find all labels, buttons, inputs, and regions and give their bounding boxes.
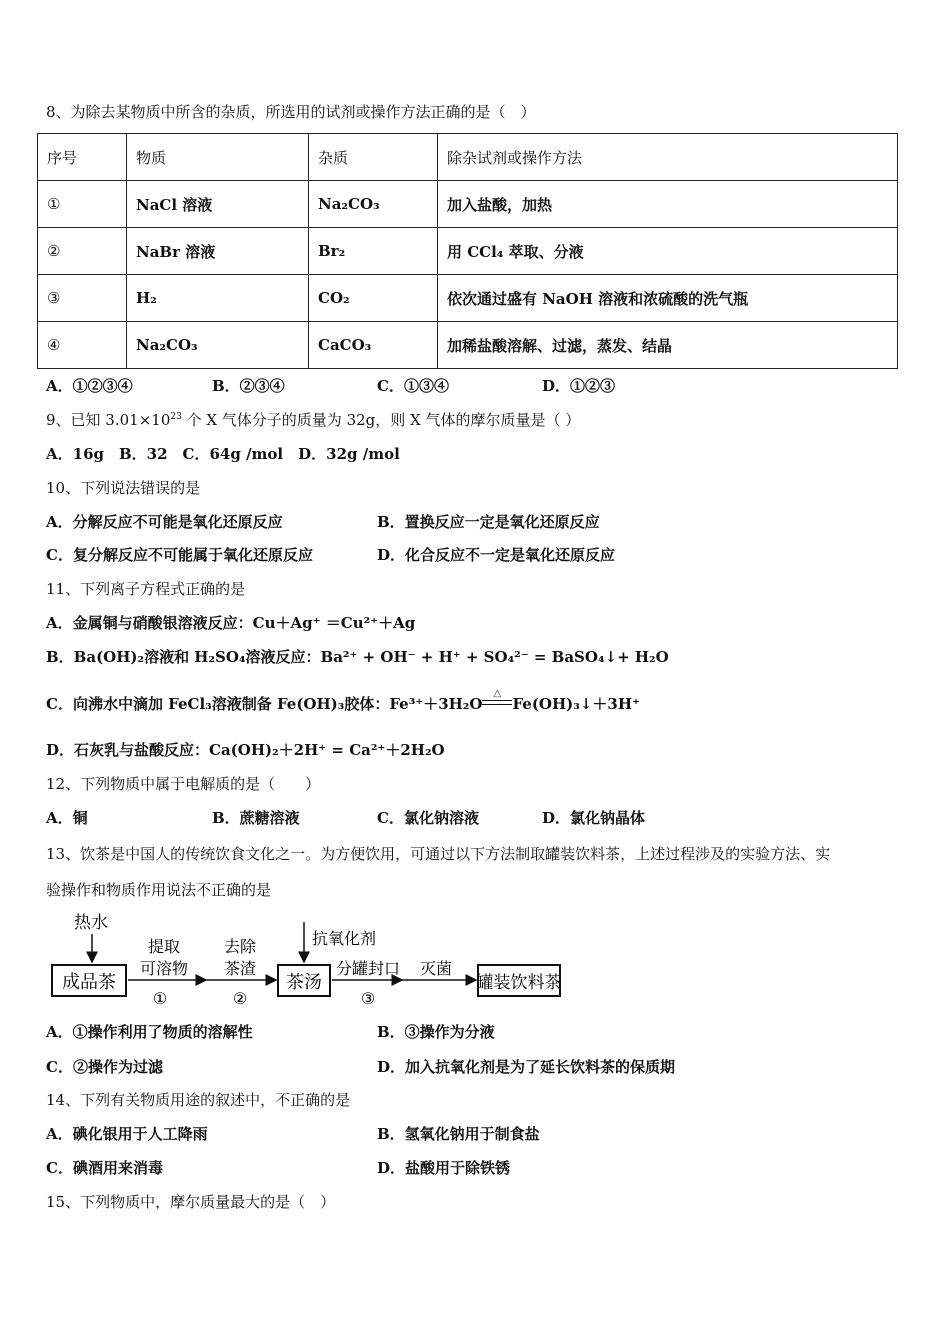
q11-option-b: B．Ba(OH)₂溶液和 H₂SO₄溶液反应：Ba²⁺ + OH⁻ + H⁺ + SO₄²⁻ = BaSO₄↓+ H₂O [46,648,669,666]
q12-option-d: D．氯化钠晶体 [542,809,646,827]
q14-option-c: C．碘酒用来消毒 [46,1159,163,1177]
col-header: 物质 [127,134,309,181]
q10-stem: 10、下列说法错误的是 [46,479,201,497]
flow-hot-water: 热水 [74,913,108,933]
q12-option-b: B．蔗糖溶液 [212,809,300,827]
flow-step2-mid: 茶渣 [223,959,257,978]
row-method: 加稀盐酸溶解、过滤，蒸发、结晶 [438,322,898,369]
q11-c-right: Fe(OH)₃↓＋3H⁺ [512,695,640,713]
q10-option-c: C．复分解反应不可能属于氧化还原反应 [46,546,313,564]
q8-stem: 8、为除去某物质中所含的杂质，所选用的试剂或操作方法正确的是（ ） [46,103,536,121]
table-row [38,228,898,275]
flow-step3-num: ③ [360,989,376,1008]
flow-step1-top: 提取 [147,937,181,956]
q13-option-d: D．加入抗氧化剂是为了延长饮料茶的保质期 [377,1058,676,1076]
flow-step2-top: 去除 [223,937,257,956]
heat-equals-symbol [482,688,512,712]
row-impurity: CO₂ [309,275,438,322]
q8-option-b: B．②③④ [212,377,285,395]
row-method: 加入盐酸，加热 [438,181,898,228]
q14-option-b: B．氢氧化钠用于制食盐 [377,1125,540,1143]
table-row [38,181,898,228]
flow-step2-num: ② [232,989,248,1008]
row-impurity: CaCO₃ [309,322,438,369]
table-row [38,322,898,369]
q12-option-a: A．铜 [46,809,88,827]
q8-table [37,133,898,369]
q13-option-a: A．①操作利用了物质的溶解性 [46,1023,253,1041]
q10-option-a: A．分解反应不可能是氧化还原反应 [46,513,283,531]
q11-option-d: D．石灰乳与盐酸反应：Ca(OH)₂＋2H⁺ = Ca²⁺＋2H₂O [46,741,445,759]
q9-options: A．16g B．32 C．64g /mol D．32g /mol [46,445,400,463]
q14-option-a: A．碘化银用于人工降雨 [46,1125,208,1143]
q13-stem-line2: 验操作和物质作用说法不正确的是 [46,881,272,899]
row-impurity: Br₂ [309,228,438,275]
q13-flow-diagram [46,908,566,1012]
q8-option-c: C．①③④ [377,377,449,395]
row-no: ③ [38,275,127,322]
row-no: ④ [38,322,127,369]
q14-option-d: D．盐酸用于除铁锈 [377,1159,511,1177]
table-header-row [38,134,898,181]
row-no: ① [38,181,127,228]
q8-option-d: D．①②③ [542,377,616,395]
q11-option-c [46,688,640,714]
row-substance: NaBr 溶液 [127,228,309,275]
row-substance: Na₂CO₃ [127,322,309,369]
q10-option-d: D．化合反应不一定是氧化还原反应 [377,546,616,564]
q9-stem [46,410,580,430]
col-header: 除杂试剂或操作方法 [438,134,898,181]
row-method: 依次通过盛有 NaOH 溶液和浓硫酸的洗气瓶 [438,275,898,322]
q11-c-left: C．向沸水中滴加 FeCl₃溶液制备 Fe(OH)₃胶体：Fe³⁺＋3H₂O [46,695,483,713]
flow-box-canned-label: 罐装饮料茶 [476,973,562,993]
flow-step3-mid: 分罐封口 [335,959,401,978]
heat-condition: △ [493,688,502,699]
q9-stem-suffix: 个 X 气体分子的质量为 32g，则 X 气体的摩尔质量是（ ） [181,411,581,429]
q9-stem-exponent: 23 [170,412,182,422]
row-impurity: Na₂CO₃ [309,181,438,228]
q9-stem-prefix: 9、已知 3.01×10 [46,411,171,429]
flow-step1-mid: 可溶物 [139,959,189,978]
q11-option-a: A．金属铜与硝酸银溶液反应：Cu＋Ag⁺ ＝Cu²⁺＋Ag [46,614,416,632]
table-row [38,275,898,322]
q13-option-c: C．②操作为过滤 [46,1058,163,1076]
row-no: ② [38,228,127,275]
row-method: 用 CCl₄ 萃取、分液 [438,228,898,275]
row-substance: H₂ [127,275,309,322]
q8-option-a: A．①②③④ [46,377,133,395]
row-substance: NaCl 溶液 [127,181,309,228]
q14-stem: 14、下列有关物质用途的叙述中，不正确的是 [46,1091,351,1109]
flow-box-tea-label: 成品茶 [62,972,116,993]
flow-box-soup-label: 茶汤 [286,972,322,993]
q13-stem-line1: 13、饮茶是中国人的传统饮食文化之一。为方便饮用，可通过以下方法制取罐装饮料茶，上述过程涉及的实验方法、实 [46,845,831,863]
flow-sterilize: 灭菌 [419,959,453,978]
q12-option-c: C．氯化钠溶液 [377,809,479,827]
q10-option-b: B．置换反应一定是氧化还原反应 [377,513,600,531]
flow-step1-num: ① [152,989,168,1008]
col-header: 序号 [38,134,127,181]
q15-stem: 15、下列物质中，摩尔质量最大的是（ ） [46,1193,336,1211]
q12-stem: 12、下列物质中属于电解质的是（ ） [46,775,321,793]
q13-option-b: B．③操作为分液 [377,1023,495,1041]
flow-antioxidant: 抗氧化剂 [312,929,377,948]
col-header: 杂质 [309,134,438,181]
q11-stem: 11、下列离子方程式正确的是 [46,580,246,598]
